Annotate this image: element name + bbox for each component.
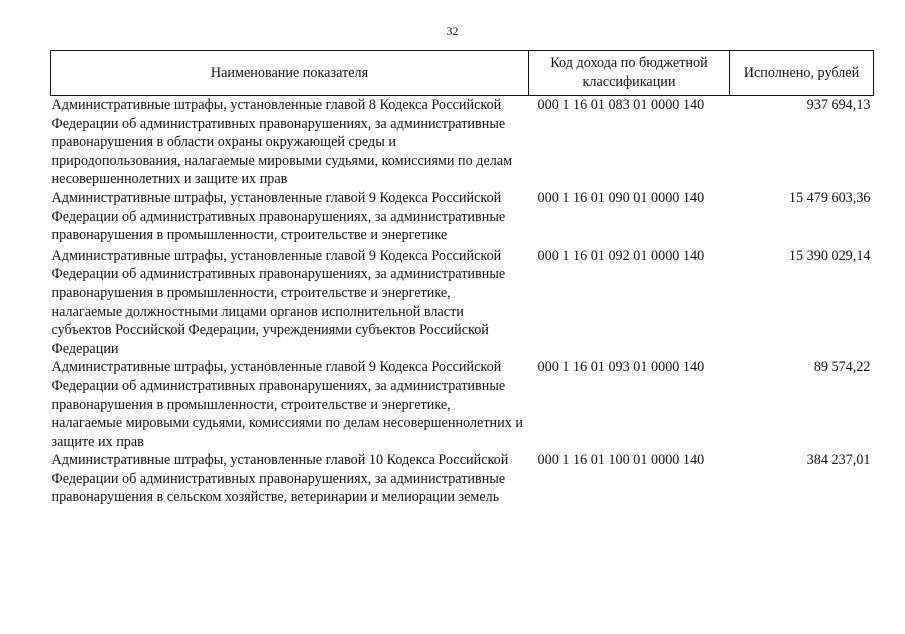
table-row — [51, 96, 874, 189]
header-indicator-name: Наименование показателя — [51, 51, 529, 96]
table-row — [51, 189, 874, 247]
table-row — [51, 358, 874, 451]
table-body — [51, 96, 874, 508]
page-number: 32 — [446, 24, 459, 38]
executed-amount: 15 479 603,36 — [788, 189, 871, 206]
indicator-name: Административные штрафы, установленные главой 9 Кодекса Российской Федерации об административных правонарушениях, за административные правонарушения в промышленности, строительстве и энергетике — [51, 189, 506, 244]
revenue-code: 000 1 16 01 083 01 0000 140 — [537, 97, 705, 113]
revenue-code: 000 1 16 01 100 01 0000 140 — [537, 452, 705, 469]
revenue-code: 000 1 16 01 093 01 0000 140 — [537, 359, 705, 376]
executed-amount: 384 237,01 — [806, 452, 871, 469]
indicator-name: Административные штрафы, установленные главой 9 Кодекса Российской Федерации об административных правонарушениях, за административные правонарушения в промышленности, строительстве и энергетике, налагаемые должностными лицами органов исполнительной власти субъектов Российской Федерации, учреждениями субъектов Российской Федерации — [51, 247, 506, 357]
header-executed-amount: Исполнено, рублей — [730, 51, 874, 96]
header-row — [51, 51, 874, 96]
table-row — [51, 451, 874, 507]
table-header — [51, 51, 874, 96]
revenue-table — [50, 50, 874, 507]
table-row — [51, 247, 874, 359]
revenue-code: 000 1 16 01 092 01 0000 140 — [537, 247, 705, 264]
header-revenue-code: Код дохода по бюджетной классификации — [529, 51, 730, 96]
indicator-name: Административные штрафы, установленные главой 10 Кодекса Российской Федерации об административных правонарушениях, за административные правонарушения в сельском хозяйстве, ветеринарии и мелиорации земель — [51, 452, 509, 506]
executed-amount: 15 390 029,14 — [788, 247, 871, 264]
executed-amount: 937 694,13 — [806, 97, 871, 113]
executed-amount: 89 574,22 — [813, 359, 871, 376]
indicator-name: Административные штрафы, установленные главой 8 Кодекса Российской Федерации об административных правонарушениях, за административные правонарушения в области охраны окружающей среды и природопользования, налагаемые мировыми судьями, комиссиями по делам несовершеннолетних и защите их прав — [51, 97, 513, 188]
indicator-name: Административные штрафы, установленные главой 9 Кодекса Российской Федерации об административных правонарушениях, за административные правонарушения в промышленности, строительстве и энергетике, налагаемые мировыми судьями, комиссиями по делам несовершеннолетних и защите их прав — [51, 359, 523, 450]
revenue-code: 000 1 16 01 090 01 0000 140 — [537, 189, 705, 206]
